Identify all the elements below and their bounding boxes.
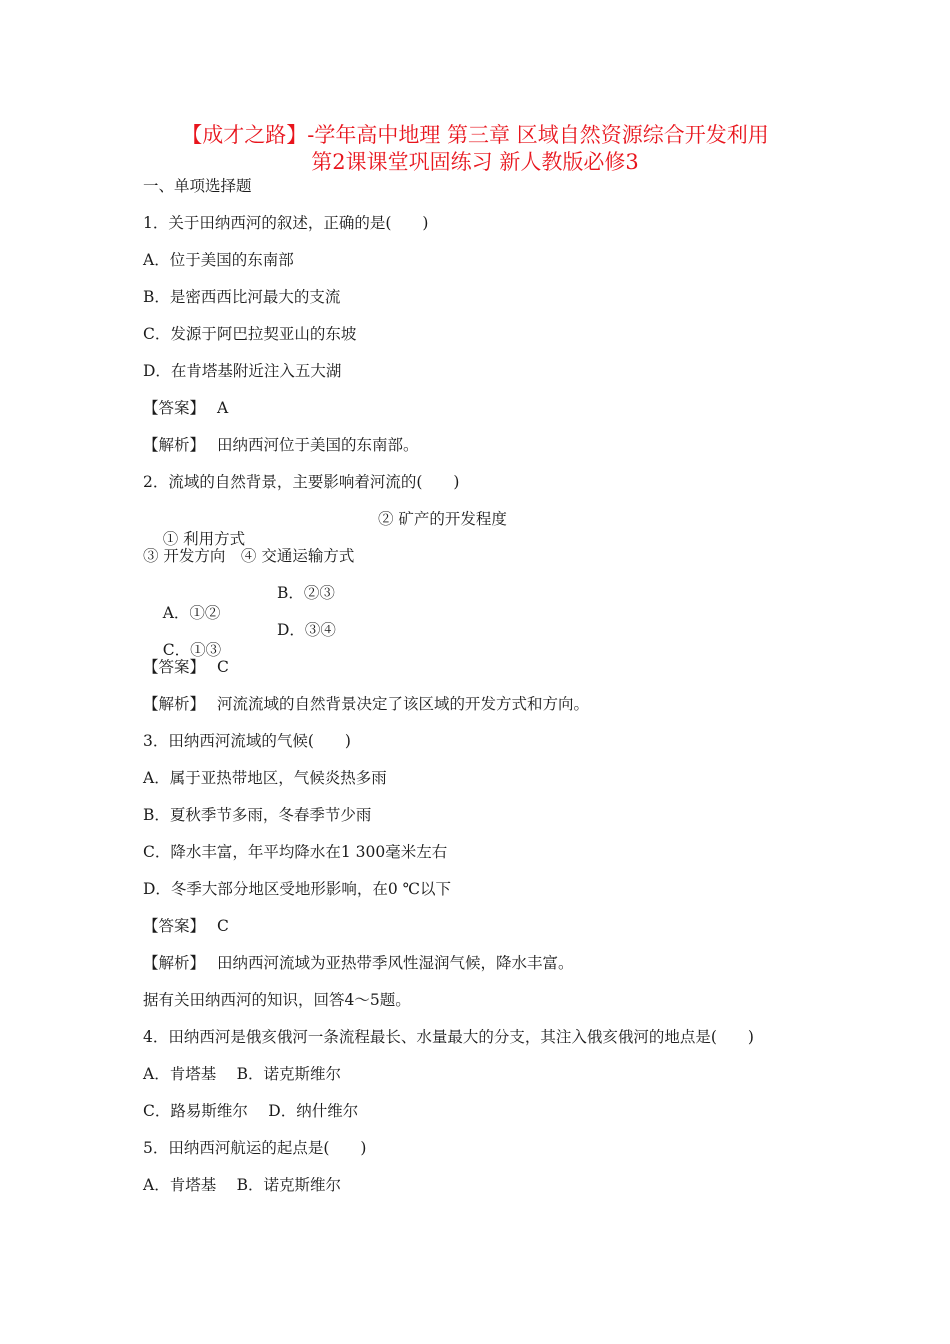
question-1-option-c: C．发源于阿巴拉契亚山的东坡 — [143, 325, 357, 343]
question-3-answer — [143, 916, 229, 936]
question-2-stem: 2．流域的自然背景，主要影响着河流的( ) — [143, 473, 460, 491]
question-2-items-row-2: ③ 开发方向 ④ 交通运输方式 — [143, 547, 355, 565]
answer-value: C — [217, 917, 229, 935]
questions-4-5-intro: 据有关田纳西河的知识，回答4～5题。 — [143, 991, 411, 1009]
section-heading: 一、单项选择题 — [143, 177, 252, 195]
question-1-analysis — [143, 435, 419, 455]
question-2-option-d: D．③④ — [277, 621, 336, 639]
question-1-option-d: D．在肯塔基附近注入五大湖 — [143, 362, 342, 380]
question-2-analysis — [143, 694, 589, 714]
question-5-options-ab: A．肯塔基 B．诺克斯维尔 — [143, 1176, 342, 1194]
question-2-option-c: C．①③ — [162, 641, 222, 659]
question-3-option-b: B．夏秋季节多雨，冬春季节少雨 — [143, 806, 372, 824]
question-1-option-a: A．位于美国的东南部 — [143, 251, 294, 269]
question-4-stem: 4．田纳西河是俄亥俄河一条流程最长、水量最大的分支，其注入俄亥俄河的地点是( ) — [143, 1028, 754, 1046]
analysis-text: 田纳西河位于美国的东南部。 — [217, 436, 419, 454]
question-2-item-2: ② 矿产的开发程度 — [378, 510, 507, 528]
document-title-line-1: 【成才之路】-学年高中地理 第三章 区域自然资源综合开发利用 — [181, 123, 769, 147]
answer-label: 【答案】 — [143, 658, 206, 676]
question-1-stem: 1．关于田纳西河的叙述，正确的是( ) — [143, 214, 429, 232]
question-3-stem: 3．田纳西河流域的气候( ) — [143, 732, 351, 750]
document-title-line-2: 第2课课堂巩固练习 新人教版必修3 — [311, 150, 639, 174]
question-2-item-1: ① 利用方式 — [162, 530, 246, 548]
answer-value: A — [217, 399, 229, 417]
question-4-options-cd: C．路易斯维尔 D．纳什维尔 — [143, 1102, 359, 1120]
analysis-text: 河流流域的自然背景决定了该区域的开发方式和方向。 — [217, 695, 590, 713]
question-5-stem: 5．田纳西河航运的起点是( ) — [143, 1139, 367, 1157]
question-1-answer — [143, 398, 228, 418]
question-4-options-ab: A．肯塔基 B．诺克斯维尔 — [143, 1065, 342, 1083]
analysis-label: 【解析】 — [143, 695, 206, 713]
question-3-analysis — [143, 953, 574, 973]
analysis-label: 【解析】 — [143, 436, 206, 454]
answer-label: 【答案】 — [143, 399, 206, 417]
question-2-option-a: A．①② — [162, 604, 221, 622]
analysis-text: 田纳西河流域为亚热带季风性湿润气候，降水丰富。 — [217, 954, 574, 972]
question-1-option-b: B．是密西西比河最大的支流 — [143, 288, 341, 306]
question-2-option-b: B．②③ — [277, 584, 335, 602]
question-3-option-a: A．属于亚热带地区，气候炎热多雨 — [143, 769, 387, 787]
answer-value: C — [217, 658, 229, 676]
question-3-option-d: D．冬季大部分地区受地形影响，在0 ℃以下 — [143, 880, 452, 898]
question-3-option-c: C．降水丰富，年平均降水在1 300毫米左右 — [143, 843, 448, 861]
analysis-label: 【解析】 — [143, 954, 206, 972]
question-2-answer — [143, 657, 229, 677]
answer-label: 【答案】 — [143, 917, 206, 935]
